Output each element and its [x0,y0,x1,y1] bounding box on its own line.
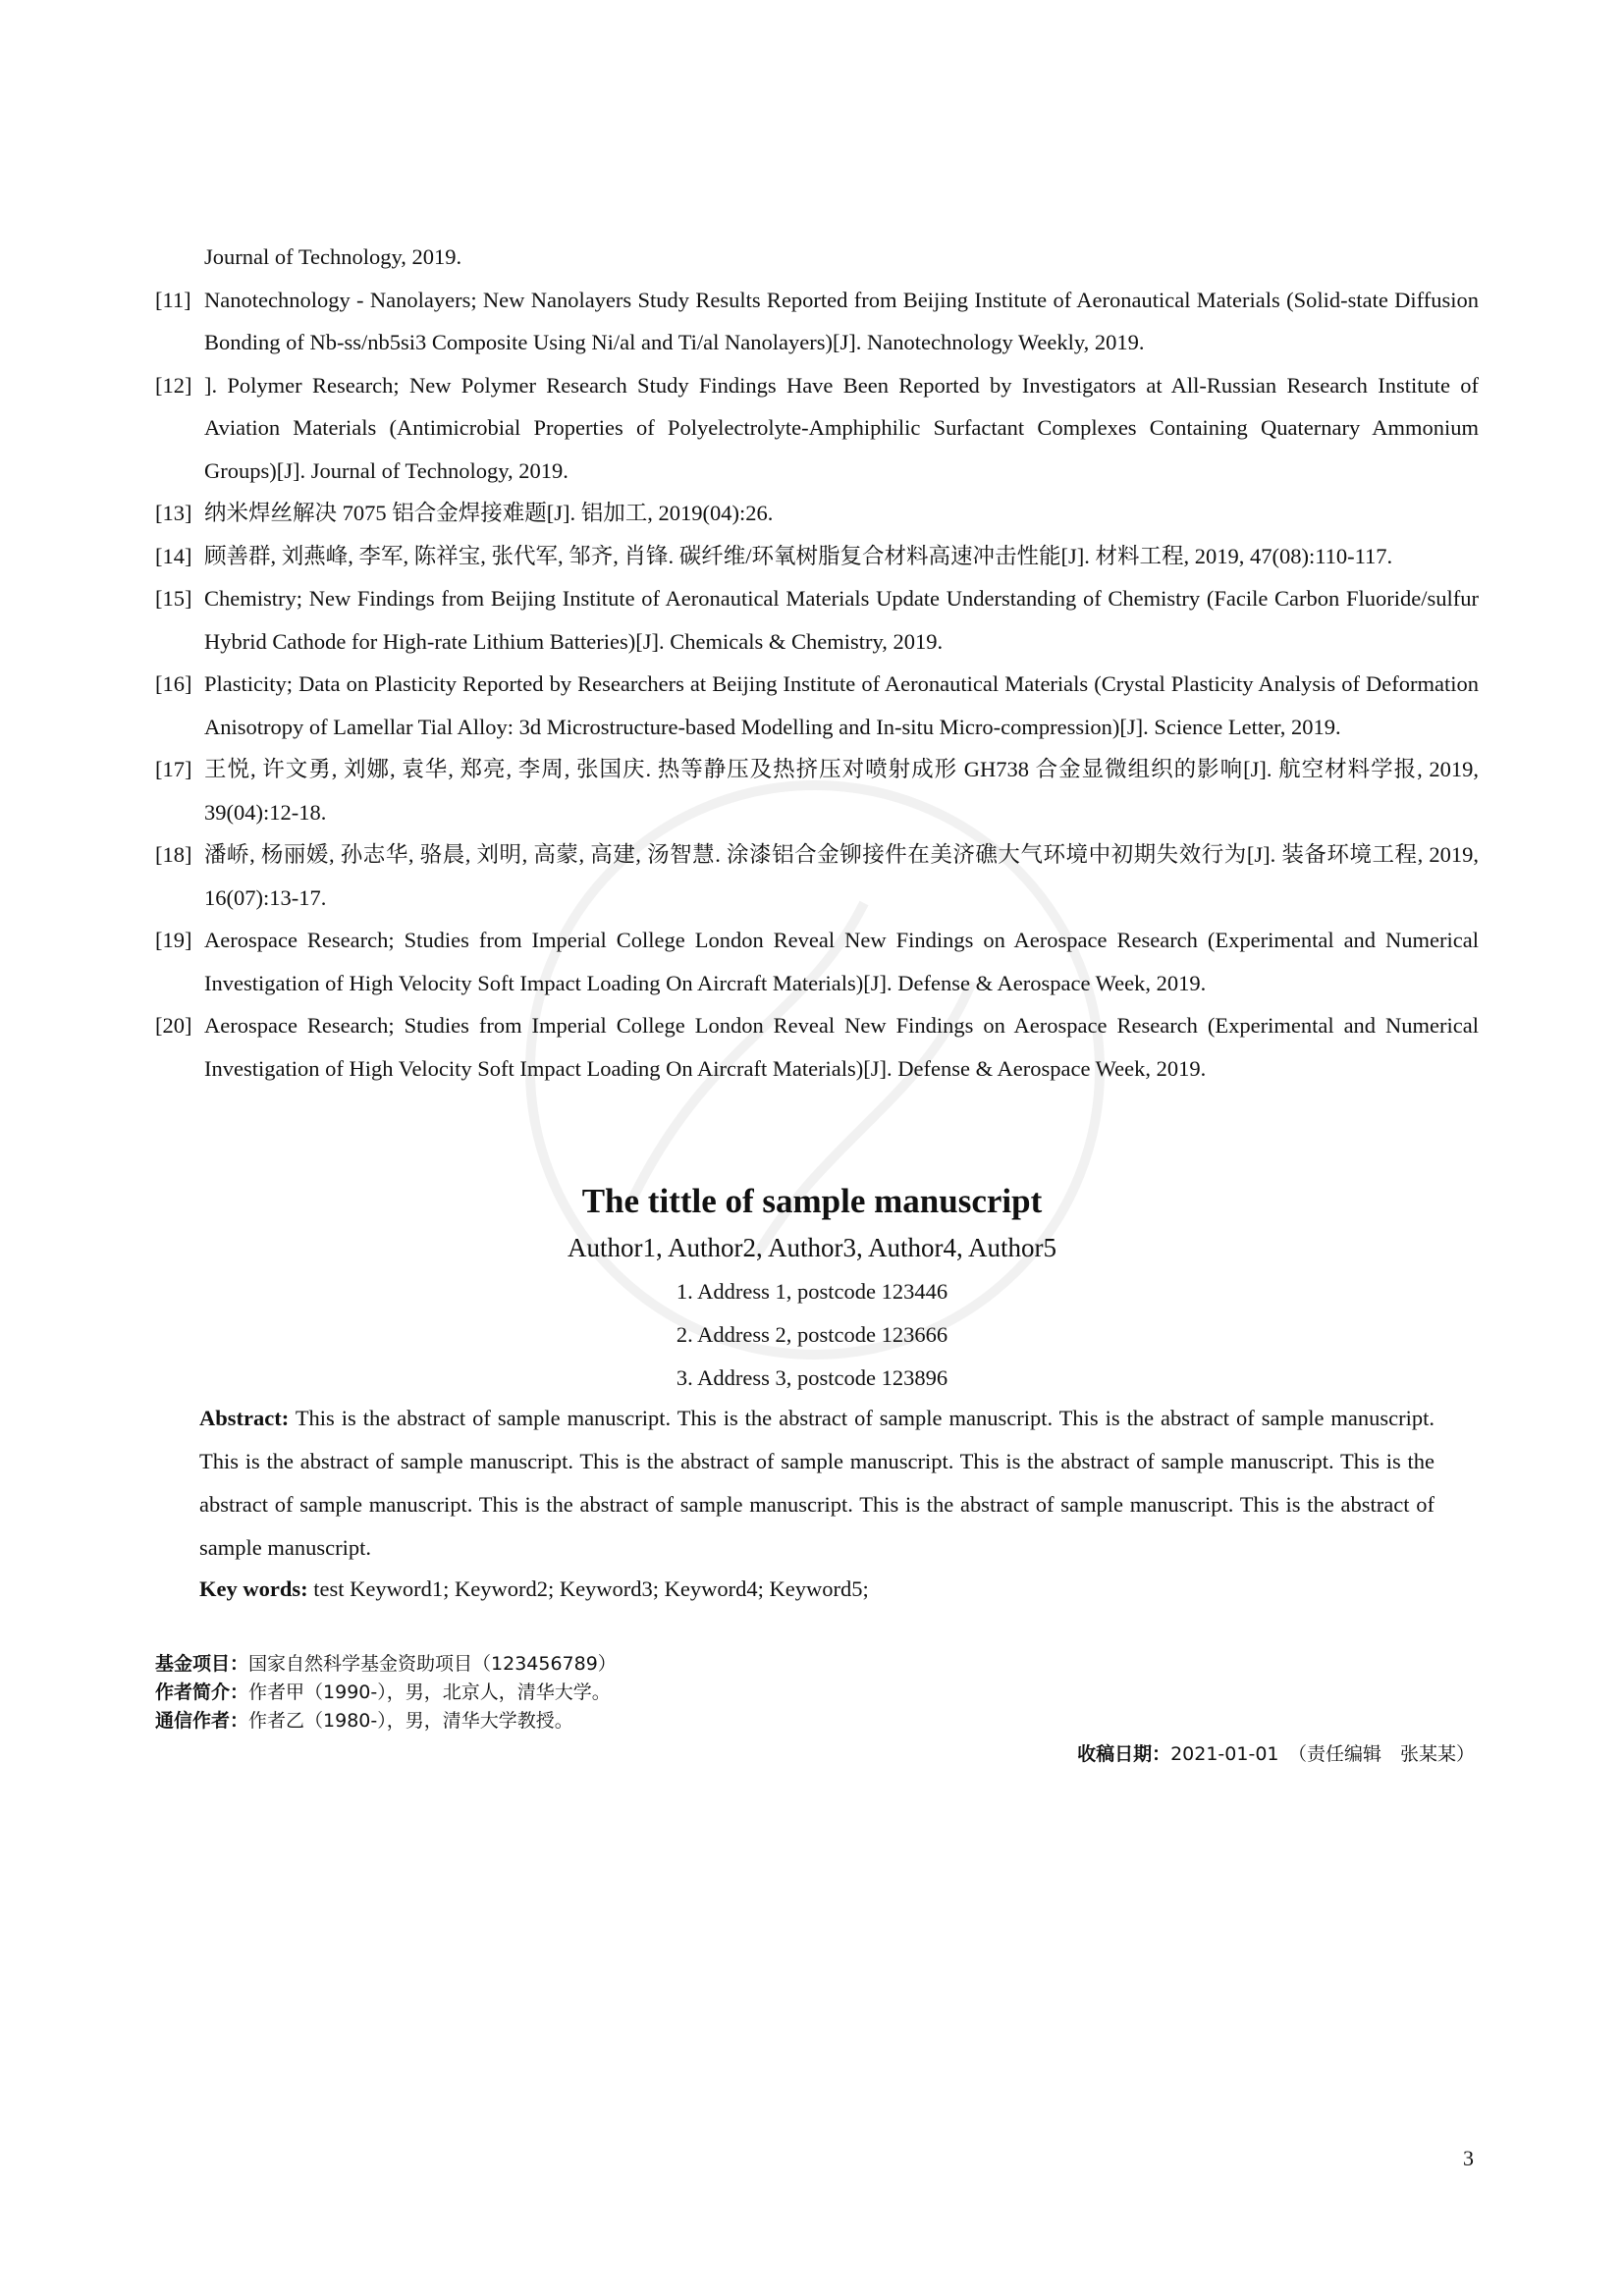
reference-item [155,236,1479,279]
reference-text: 顾善群, 刘燕峰, 李军, 陈祥宝, 张代军, 邹齐, 肖锋. 碳纤维/环氧树脂复合材料高速冲击性能[J]. 材料工程, 2019, 47(08):110-117. [204,543,1393,568]
reference-text: ]. Polymer Research; New Polymer Research Study Findings Have Been Reported by Investigators at All-Russian Research Institute of Aviation Materials (Antimicrobial Properties of Polyelectrolyte-Amphiphilic Surfactant Complexes Containing Quaternary Ammonium Groups)[J]. Journal of Technology, 2019. [204,372,1479,483]
reference-text: Chemistry; New Findings from Beijing Institute of Aeronautical Materials Update Understanding of Chemistry (Facile Carbon Fluoride/sulfur Hybrid Cathode for High-rate Lithium Batteries)[J]. Chemicals & Chemistry, 2019. [204,586,1479,654]
author-bio-label: 作者简介： [155,1682,249,1703]
reference-text: 潘峤, 杨丽媛, 孙志华, 骆晨, 刘明, 高蒙, 高建, 汤智慧. 涂漆铝合金铆接件在美济礁大气环境中初期失效行为[J]. 装备环境工程, 2019, 16(07):13-17. [204,842,1479,910]
fund-label: 基金项目： [155,1653,249,1675]
reference-number: [16] [155,671,192,696]
corresponding-author-label: 通信作者： [155,1710,249,1732]
abstract-text: This is the abstract of sample manuscript. This is the abstract of sample manuscript. This is the abstract of sample manuscript. This is the abstract of sample manuscript. This is the abstract of sample manuscript. This is the abstract of sample manuscript. This is the abstract of sample manuscript. This is the abstract of sample manuscript. This is the abstract of sample manuscript. This is the abstract of sample manuscript. [199,1406,1435,1560]
reference-item [155,1004,1479,1090]
reference-number: [20] [155,1013,192,1038]
reference-list [155,236,1479,1090]
reference-text: 王悦, 许文勇, 刘娜, 袁华, 郑亮, 李周, 张国庆. 热等静压及热挤压对喷射成形 GH738 合金显微组织的影响[J]. 航空材料学报, 2019, 39(04):12-18. [204,757,1479,825]
reference-item [155,364,1479,493]
author-list: Author1, Author2, Author3, Author4, Author5 [568,1233,1056,1262]
reference-text: 纳米焊丝解决 7075 铝合金焊接难题[J]. 铝加工, 2019(04):26. [204,501,774,525]
page-number: 3 [1463,2146,1474,2170]
author-bio-note [155,1679,617,1707]
reference-number: [17] [155,757,192,781]
reference-item [155,535,1479,578]
received-date [1077,1740,1475,1769]
manuscript-title: The tittle of sample manuscript [581,1182,1043,1220]
reference-item [155,663,1479,748]
corresponding-author-note [155,1707,617,1735]
author-bio-text: 作者甲（1990-），男，北京人，清华大学。 [248,1682,611,1703]
reference-number: [18] [155,842,192,867]
received-label: 收稿日期： [1077,1743,1171,1765]
reference-number: [14] [155,543,192,568]
reference-number: [19] [155,928,192,952]
fund-note [155,1650,617,1679]
address-line: 3. Address 3, postcode 123896 [676,1365,948,1390]
reference-text: Aerospace Research; Studies from Imperial College London Reveal New Findings on Aerospace Research (Experimental and Numerical Investigation of High Velocity Soft Impact Loading On Aircraft Materials)[J]. Defense & Aerospace Week, 2019. [204,1013,1479,1081]
reference-item [155,748,1479,833]
reference-number: [13] [155,501,192,525]
reference-text: Journal of Technology, 2019. [204,244,462,269]
reference-item [155,577,1479,663]
reference-item [155,833,1479,919]
abstract [199,1397,1435,1570]
fund-text: 国家自然科学基金资助项目（123456789） [248,1653,617,1675]
keywords-label: Key words: [199,1576,308,1601]
reference-item [155,919,1479,1004]
keywords-text: test Keyword1; Keyword2; Keyword3; Keyword4; Keyword5; [313,1576,869,1601]
manuscript-header [0,1178,1624,1400]
footnotes [155,1650,617,1735]
keywords [199,1568,1435,1611]
address-line: 1. Address 1, postcode 123446 [676,1279,948,1304]
reference-text: Nanotechnology - Nanolayers; New Nanolayers Study Results Reported from Beijing Institute of Aeronautical Materials (Solid-state Diffusion Bonding of Nb-ss/nb5si3 Composite Using Ni/al and Ti/al Nanolayers)[J]. Nanotechnology Weekly, 2019. [204,287,1479,354]
address-line: 2. Address 2, postcode 123666 [676,1322,948,1347]
reference-text: Aerospace Research; Studies from Imperial College London Reveal New Findings on Aerospace Research (Experimental and Numerical Investigation of High Velocity Soft Impact Loading On Aircraft Materials)[J]. Defense & Aerospace Week, 2019. [204,928,1479,995]
abstract-label: Abstract: [199,1406,290,1430]
reference-text: Plasticity; Data on Plasticity Reported by Researchers at Beijing Institute of Aeronautical Materials (Crystal Plasticity Analysis of Deformation Anisotropy of Lamellar Tial Alloy: 3d Microstructure-based Modelling and In-situ Micro-compression)[J]. Science Letter, 2019. [204,671,1479,739]
reference-item [155,279,1479,364]
reference-number: [11] [155,287,191,312]
reference-number: [12] [155,372,192,398]
received-text: 2021-01-01 （责任编辑 张某某） [1170,1743,1475,1765]
reference-number: [15] [155,586,192,611]
reference-item [155,492,1479,535]
corresponding-author-text: 作者乙（1980-），男，清华大学教授。 [248,1710,573,1732]
